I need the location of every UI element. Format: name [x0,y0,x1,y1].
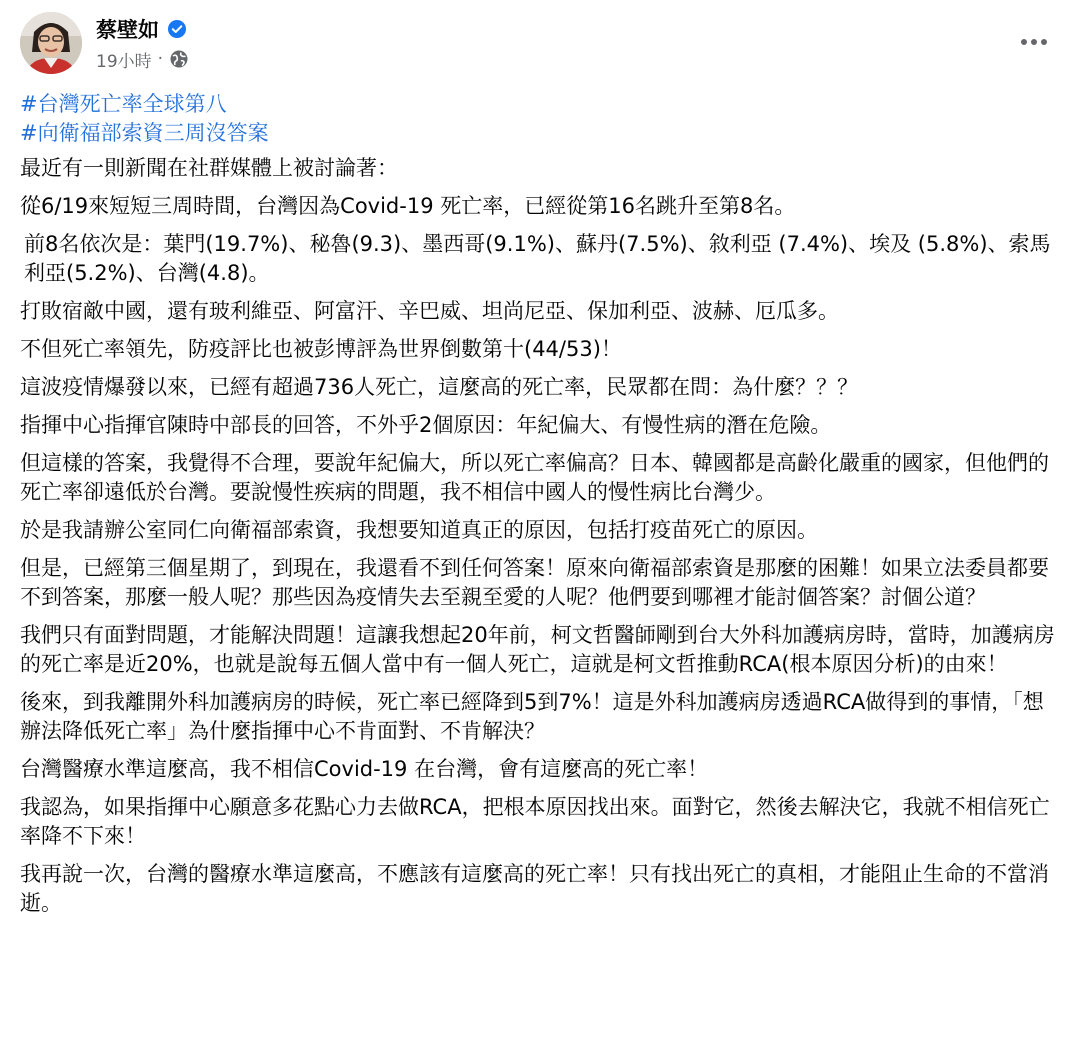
post-paragraph: 我認為，如果指揮中心願意多花點心力去做RCA，把根本原因找出來。面對它，然後去解決它，我就不相信死亡率降不下來！ [20,795,1050,848]
post-paragraph: 不但死亡率領先，防疫評比也被彭博評為世界倒數第十(44/53)！ [20,337,622,361]
more-options-button[interactable] [1014,22,1054,62]
post-paragraph: 後來，到我離開外科加護病房的時候，死亡率已經降到5到7%！這是外科加護病房透過RCA做得到的事情，「想辦法降低死亡率」為什麼指揮中心不肯面對、不肯解決？ [20,690,1044,743]
post-paragraph: 台灣醫療水準這麼高，我不相信Covid-19 在台灣，會有這麼高的死亡率！ [20,757,709,781]
post-header [20,12,1060,78]
post-paragraph: 我再說一次，台灣的醫療水準這麼高，不應該有這麼高的死亡率！只有找出死亡的真相，才能阻止生命的不當消逝。 [20,862,1049,915]
hashtag-list [20,90,1056,148]
post-paragraph: 最近有一則新聞在社群媒體上被討論著： [20,156,398,180]
meta-separator: · [157,49,164,69]
post-paragraph: 這波疫情爆發以來，已經有超過736人死亡，這麼高的死亡率，民眾都在問：為什麼？？？ [20,375,859,399]
post-paragraph: 但這樣的答案，我覺得不合理，要說年紀偏大，所以死亡率偏高？日本、韓國都是高齡化嚴重的國家，但他們的死亡率卻遠低於台灣。要說慢性疾病的問題，我不相信中國人的慢性病比台灣少。 [20,451,1049,504]
post-paragraph: 但是，已經第三個星期了，到現在，我還看不到任何答案！原來向衛福部索資是那麼的困難！如果立法委員都要不到答案，那麼一般人呢？那些因為疫情失去至親至愛的人呢？他們要到哪裡才能討個答案？討個公道？ [20,556,1049,609]
post-paragraph: 從6/19來短短三周時間，台灣因為Covid-19 死亡率，已經從第16名跳升至第8名。 [20,194,796,218]
hashtag-link[interactable]: #向衛福部索資三周沒答案 [20,121,269,145]
avatar[interactable] [20,12,82,74]
globe-icon[interactable] [169,49,189,69]
post-paragraph: 指揮中心指揮官陳時中部長的回答，不外乎2個原因：年紀偏大、有慢性病的潛在危險。 [20,413,832,437]
hashtag-link[interactable]: #台灣死亡率全球第八 [20,92,227,116]
post-timestamp[interactable]: 19小時 [96,51,152,72]
avatar-image [20,12,82,74]
author-row [96,14,187,44]
verified-badge-icon [167,19,187,39]
post-meta [96,46,189,72]
post-paragraph: 打敗宿敵中國，還有玻利維亞、阿富汗、辛巴威、坦尚尼亞、保加利亞、波赫、厄瓜多。 [20,299,839,323]
more-horizontal-icon [1020,38,1048,46]
author-name[interactable]: 蔡壁如 [96,18,159,42]
post-paragraph: 前8名依次是：葉門(19.7%)、秘魯(9.3)、墨西哥(9.1%)、蘇丹(7.5%)、敘利亞 (7.4%)、埃及 (5.8%)、索馬利亞(5.2%)、台灣(4.8)。 [24,232,1051,285]
post-paragraph: 我們只有面對問題，才能解決問題！這讓我想起20年前，柯文哲醫師剛到台大外科加護病房時，當時，加護病房的死亡率是近20%，也就是說每五個人當中有一個人死亡，這就是柯文哲推動RCA(根本原因分析)的由來！ [20,623,1055,676]
post-paragraph: 於是我請辦公室同仁向衛福部索資，我想要知道真正的原因，包括打疫苗死亡的原因。 [20,518,818,542]
post-content [20,90,1056,927]
